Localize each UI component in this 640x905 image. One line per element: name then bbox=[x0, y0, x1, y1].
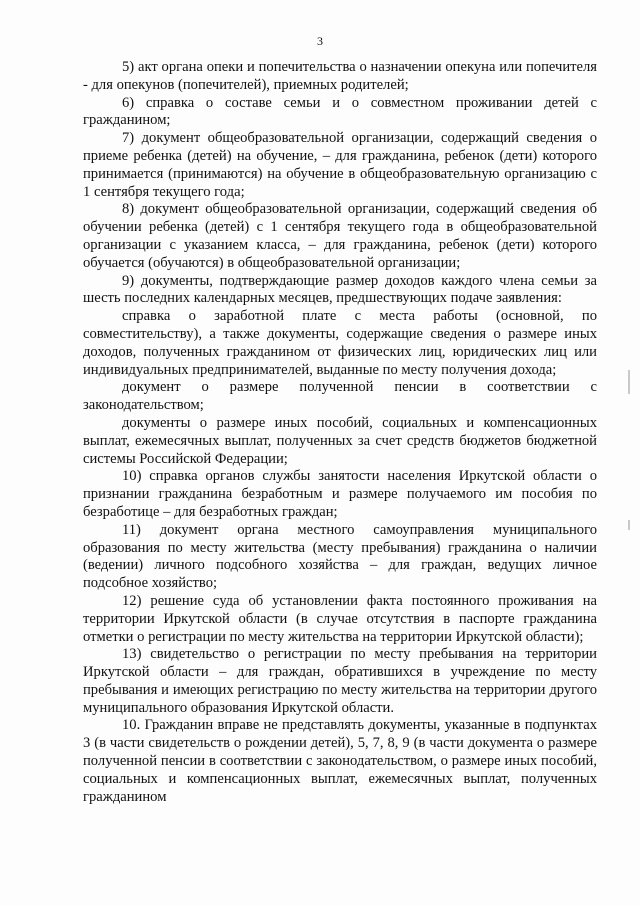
paragraph-section-10: 10. Гражданин вправе не представлять документы, указанные в подпунктах 3 (в части свидетельств о рождении детей), 5, 7, 8, 9 (в части документа о размере полученной пенсии в соответствии с законодательством, о размере иных пособий, социальных и компенсационных выплат, ежемесячных выплат, полученных гражданином bbox=[83, 717, 597, 805]
paragraph-item-7: 7) документ общеобразовательной организации, содержащий сведения о приеме ребенка (детей) на обучение, – для гражданина, ребенок (дети) которого принимается (принимаются) на обучение в общеобразовательную организацию с 1 сентября текущего года; bbox=[83, 130, 597, 200]
scan-edge-mark bbox=[628, 370, 630, 394]
paragraph-item-8: 8) документ общеобразовательной организации, содержащий сведения об обучении ребенка (детей) с 1 сентября текущего года в общеобразовательной организации с указанием класса, – для гражданина, ребенок (дети) которого обучается (обучаются) в общеобразовательной организации; bbox=[83, 201, 597, 271]
paragraph-item-12: 12) решение суда об установлении факта постоянного проживания на территории Иркутской области (в случае отсутствия в паспорте гражданина отметки о регистрации по месту жительства на территории Иркутской области); bbox=[83, 592, 597, 645]
paragraph-pension-document: документ о размере полученной пенсии в соответствии с законодательством; bbox=[83, 379, 597, 414]
page-number: 3 bbox=[317, 34, 323, 48]
paragraph-item-5: 5) акт органа опеки и попечительства о назначении опекуна или попечителя - для опекунов (попечителей), приемных родителей; bbox=[83, 59, 597, 93]
paragraph-benefits-documents: документы о размере иных пособий, социальных и компенсационных выплат, ежемесячных выплат, полученных за счет средств бюджетов бюджетной системы Российской Федерации; bbox=[83, 414, 597, 467]
paragraph-item-13: 13) свидетельство о регистрации по месту пребывания на территории Иркутской области – для граждан, обратившихся в учреждение по месту пребывания и имеющих регистрацию по месту жительства на территории другого муниципального образования Иркутской области. bbox=[83, 646, 597, 716]
body-text bbox=[83, 59, 597, 806]
paragraph-item-10: 10) справка органов службы занятости населения Иркутской области о признании гражданина безработным и размере получаемого им пособия по безработице – для безработных граждан; bbox=[83, 468, 597, 520]
paragraph-item-9: 9) документы, подтверждающие размер доходов каждого члена семьи за шесть последних календарных месяцев, предшествующих подаче заявления: bbox=[83, 272, 597, 307]
paragraph-salary-certificate: справка о заработной плате с места работы (основной, по совместительству), а также документы, содержащие сведения о размере иных доходов, полученных гражданином от физических лиц, юридических лиц или индивидуальных предпринимателей, выданные по месту получения дохода; bbox=[83, 308, 597, 378]
scan-edge-mark bbox=[628, 520, 630, 530]
paragraph-item-6: 6) справка о составе семьи и о совместном проживании детей с гражданином; bbox=[83, 94, 597, 129]
paragraph-item-11: 11) документ органа местного самоуправления муниципального образования по месту жительства (месту пребывания) гражданина о наличии (ведении) личного подсобного хозяйства – для граждан, ведущих личное подсобное хозяйство; bbox=[83, 521, 597, 592]
